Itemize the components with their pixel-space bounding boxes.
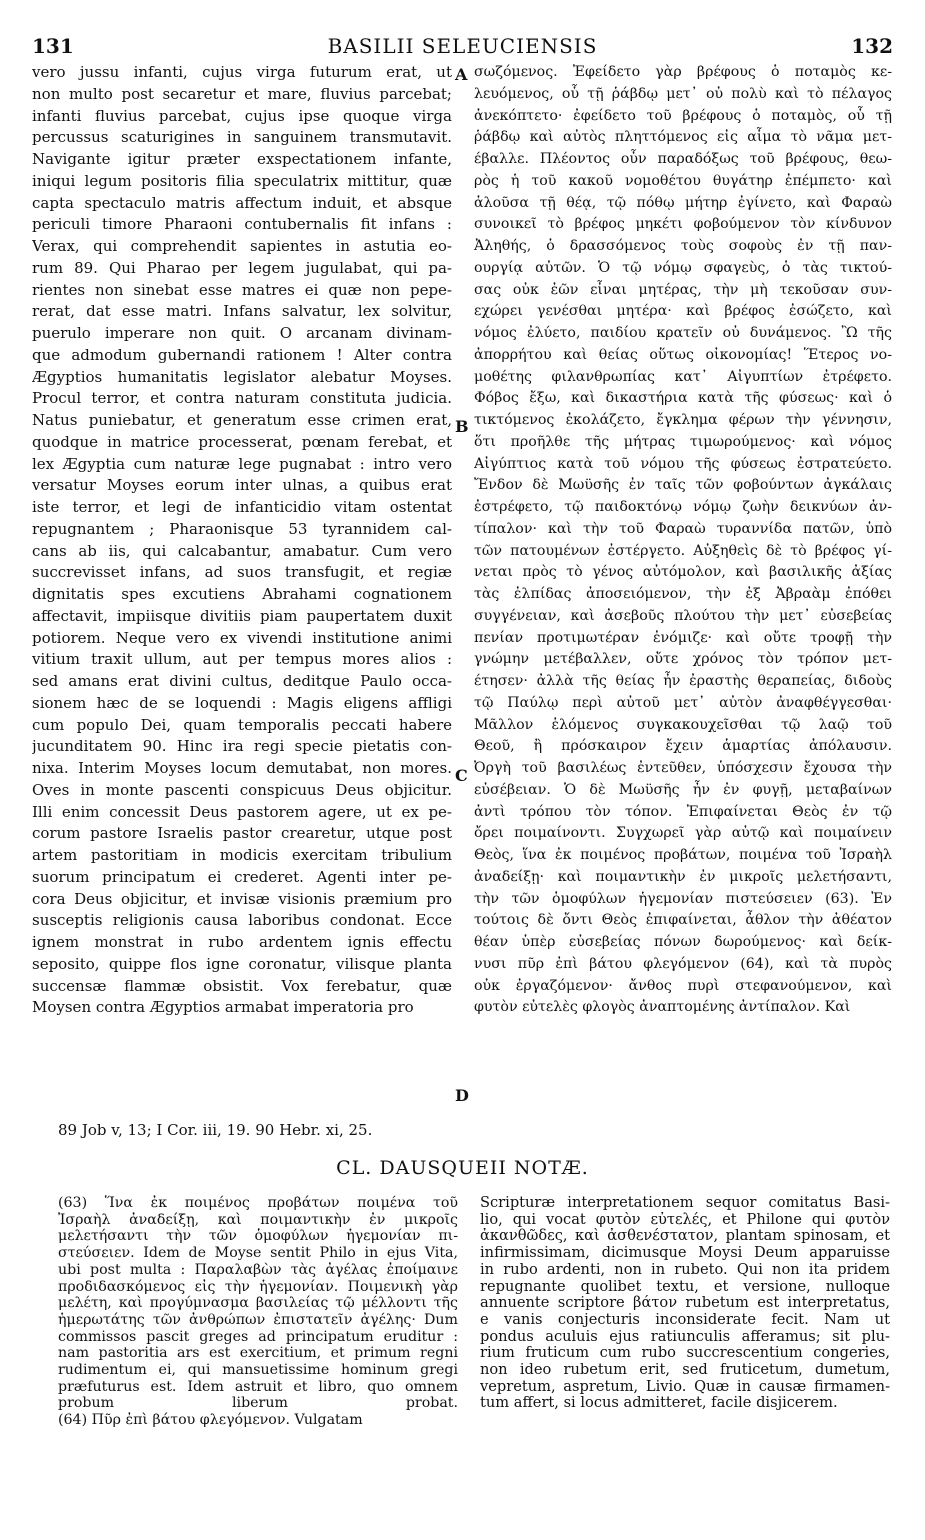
text-line: μοθέτης φιλανθρωπίας κατ᾽ Αἰγυπτίων ἐτρέφετο. [474,368,892,385]
text-line: Αἰγύπτιος κατὰ τοῦ νόμου τῆς φύσεως ἐστρατεύετο. [474,455,892,472]
text-line: εὐσέβειαν. Ὁ δὲ Μωϋσῆς ἦν ἐν φυγῇ, μεταβαίνων [474,781,892,798]
note-line: lio, qui vocat φυτὸν εὐτελές, et Philone qui φυτὸν [480,1211,890,1228]
text-line: cum populo Dei, quam temporalis peccati habere [32,715,452,734]
text-line: ουργίᾳ αὐτῶν. Ὁ τῷ νόμῳ σφαγεὺς, ὁ τὰς τικτού- [474,259,892,276]
text-line: repugnantem ; Pharaonisque 53 tyrannidem cal- [32,519,452,538]
note-line: tum affert, si locus admitteret, facile disjicerem. [480,1395,838,1412]
text-line: ἁλοῦσα τῇ θέᾳ, τῷ πόθῳ μήτηρ ἐγίνετο, καὶ Φαραὼ [474,194,892,211]
text-line: rum 89. Qui Pharao per legem jugulabat, qui pa- [32,258,452,277]
notes-left-column [58,1195,458,1429]
text-line: ἀντὶ τρόπου τὸν τόπον. Ἐπιφαίνεται Θεὸς ἐν τῷ [474,803,892,820]
page-number-left: 131 [32,34,74,58]
note-line: annuente scriptore βάτον rubetum est interpretatus, [480,1295,890,1312]
note-line: e vanis conjecturis inconsiderate fecit. Nam ut [480,1311,890,1328]
text-line: ignem monstrat in rubo ardentem ignis effectu [32,933,452,951]
text-line: susceptis religionis causa laboribus condonat. Ecce [32,911,452,930]
text-line: σωζόμενος. Ἐφείδετο γὰρ βρέφους ὁ ποταμὸς κε- [474,64,892,80]
text-line: Natus puniebatur, et generatum esse crimen erat, [32,411,452,429]
text-line: έτησεν· ἀλλὰ τῆς θείας ἦν ἐραστὴς θεραπείας, διδοὺς [474,673,892,689]
note-line: pondus aculuis ejus ratiunculis afferamus; sit plu- [480,1328,890,1345]
text-line: ἀνεκόπτετο· ἐφείδετο τοῦ βρέφους ὁ ποταμὸς, οὗ τῇ [474,107,892,124]
text-line: vitium traxit ullum, aut per tempus mores alios : [32,650,452,669]
margin-letter-a: A [455,65,468,84]
note-line: προδιδασκόμενος εἰς τὴν ἡγεμονίαν. Ποιμενικὴ γὰρ [58,1278,458,1295]
note-line: Scripturæ interpretationem sequor comitatus Basi- [480,1195,890,1211]
text-line: ὅτι προῆλθε τῆς μήτρας τιμωρούμενος· καὶ νόμος [474,433,892,450]
text-line: non multo post secaretur et mare, fluvius parcebat; [32,84,452,103]
margin-letter-b: B [455,417,469,436]
note-line: infirmissimam, dicimusque Moysi Deum apparuisse [480,1245,890,1262]
note-line: probum liberum probat. [58,1395,458,1412]
latin-column [32,62,452,1019]
text-line: Ὀργὴ τοῦ βασιλέως ἐντεῦθεν, ὑπόσχεσιν ἔχουσα τὴν [474,760,892,776]
note-line: Ἰσραὴλ ἀναδείξῃ, καὶ ποιμαντικὴν ἐν μικροῖς [58,1211,458,1228]
text-line: capta spectaculo matris affectum induit, et absque [32,193,452,212]
text-line: periculi timore Pharaoni contubernalis fit infans : [32,215,452,234]
text-line: τικτόμενος ἐκολάζετο, ἔγκλημα φέρων τὴν γέννησιν, [474,412,892,428]
text-line: Illi enim concessit Deus pastorem agere, ut ex pe- [32,802,452,821]
scripture-footnotes: 89 Job v, 13; I Cor. iii, 19. 90 Hebr. xi, 25. [58,1121,373,1139]
text-line: συνοικεῖ τὸ βρέφος μηκέτι φοβούμενον τὸν κίνδυνον [474,216,892,233]
text-line: συγγένειαν, καὶ ἀσεβοῦς πλούτου τὴν μετ᾽ εὐσεβείας [474,607,892,624]
text-line: τὴν τῶν ὁμοφύλων ἡγεμονίαν πιστεύσειεν (63). Ἐν [474,890,892,907]
text-line: Procul terror, et contra naturam constituta judicia. [32,389,452,408]
text-line: corum pastore Israelis pastor crearetur, utque post [32,824,452,843]
note-line: μελετήσαντι τὴν τῶν ὁμοφύλων ἡγεμονίαν πι- [58,1228,458,1245]
text-line: succensæ flammæ obsistit. Vox ferebatur, quæ [32,976,452,995]
text-line: Verax, qui comprehendit sapientes in astutia eo- [32,237,452,255]
text-line: σας οὐκ ἐῶν εἶναι μητέρας, τὴν μὴ τεκοῦσαν συν- [474,281,892,298]
note-line: in rubo ardenti, non in rubeto. Qui non ita pridem [480,1261,890,1278]
text-line: τῷ Παύλῳ περὶ αὐτοῦ μετ᾽ αὐτὸν ἀναφθέγγεσθαι· [474,694,892,711]
text-line: νόμος ἐλύετο, παιδίου κρατεῖν οὐ δυνάμενος. Ὢ τῆς [474,325,892,341]
text-line: percussus scaturigines in sanguinem transmutavit. [32,128,452,147]
text-line: sionem hæc de se loquendi : Magis eligens affligi [32,693,452,712]
text-line: potiorem. Neque vero ex vivendi institutione animi [32,628,452,647]
text-line: que admodum gubernandi rationem ! Alter contra [32,345,452,364]
running-title: BASILII SELEUCIENSIS [327,34,598,58]
text-line: succrevisset infans, ad suos transfugit, et regiæ [32,563,452,582]
note-line: ubi post multa : Παραλαβὼν τὰς ἀγέλας ἐποίμαινε [58,1261,458,1278]
note-line: nam pastoritia ars est exercitium, et primum regni [58,1345,458,1362]
text-line: νεται πρὸς τὸ γένος αὐτόμολον, καὶ βασιλικῆς ἀξίας [474,564,892,581]
note-line: rium fruticum cum rubo succrescentium congeries, [480,1345,890,1362]
text-line: ἐστρέφετο, τῷ παιδοκτόνῳ νόμῳ ζωὴν δεικνύων ἀν- [474,499,892,515]
text-line: affectavit, impiisque divitiis piam paupertatem duxit [32,606,452,625]
page-number-right: 132 [851,34,893,58]
text-line: τούτοις δὲ ὄντι Θεὸς ἐπιφαίνεται, ἆθλον τὴν ἀθέατον [474,912,892,929]
text-line: έβαλλε. Πλέοντος οὖν παραδόξως τοῦ βρέφους, θεω- [474,151,892,167]
text-line: Ægyptios humanitatis legislator alebatur Moyses. [32,367,452,386]
text-line: ῥάβδῳ καὶ αὐτὸς πληττόμενος εἰς αἷμα τὸ νᾶμα μετ- [474,129,892,146]
note-line: repugnante quolibet textu, et versione, nulloque [480,1278,890,1295]
text-line: nixa. Interim Moyses locum demutabat, non mores. [32,759,452,777]
text-line: Oves in monte pascenti conspicuus Deus objicitur. [32,780,452,799]
note-line: μελέτη, καὶ προγύμνασμα βασιλείας τῷ μέλλοντι τῆς [58,1295,458,1312]
text-line: lex Ægyptia cum naturæ lege pugnabat : intro vero [32,454,452,473]
text-line: dignitatis spes excutiens Abrahami cognationem [32,585,452,603]
margin-letter-c: C [455,766,468,785]
text-line: puerulo imperare non quit. O arcanam divinam- [32,324,452,342]
note-line: præfuturus est. Idem astruit et libro, quo omnem [58,1378,458,1395]
text-line: vero jussu infanti, cujus virga futurum erat, ut [32,63,452,81]
text-line: rientes non sinebat esse matres ei quæ non pepe- [32,280,452,299]
text-line: ρὸς ἡ τοῦ κακοῦ νομοθέτου θυγάτηρ ἐπέμπετο· καὶ [474,172,892,189]
note-line: (64) Πῦρ ἐπὶ βάτου φλεγόμενον. Vulgatam [58,1412,363,1429]
note-line: ἡμερωτάτης τῶν ἀνθρώπων ἐπιστατεῖν ἀγέλης· Dum [58,1311,458,1328]
text-line: λευόμενος, οὗ τῇ ῥάβδῳ μετ᾽ οὐ πολὺ καὶ τὸ πέλαγος [474,85,892,102]
text-line: οὐκ ἐργαζόμενον· ἄνθος πυρὶ στεφανούμενον, καὶ [474,977,892,994]
text-line: θέαν ὑπὲρ εὐσεβείας πόνων δωρούμενος· καὶ δείκ- [474,934,892,950]
margin-letter-d: D [455,1086,469,1105]
text-line: Θεὸς, ἵνα ἐκ ποιμένος προβάτων, ποιμένα τοῦ Ἰσραὴλ [474,847,892,863]
text-line: γνώμην μετέβαλλεν, οὔτε χρόνος τὸν τρόπον μετ- [474,651,892,668]
text-line: ὄρει ποιμαίνοντι. Συγχωρεῖ γὰρ αὐτῷ καὶ ποιμαίνειν [474,825,892,842]
text-line: cans ab iis, qui calcabantur, amabatur. Cum vero [32,541,452,560]
text-line: Φόβος ἔξω, καὶ δικαστήρια κατὰ τῆς φύσεως· καὶ ὁ [474,390,892,407]
note-line: vepretum, aspretum, Livio. Quæ in causæ firmamen- [480,1378,890,1395]
text-line: jucunditatem 90. Hinc ira regi specie pietatis con- [32,737,452,756]
text-line: Ἀληθής, ὁ δρασσόμενος τοὺς σοφοὺς ἐν τῇ παν- [474,238,892,254]
text-line: Moysen contra Ægyptios armabat imperatoria pro [32,998,414,1017]
text-line: Ἔνδον δὲ Μωϋσῆς ἐν ταῖς τῶν φοβούντων ἀγκάλαις [474,477,892,494]
note-line: ἀκανθῶδες, καὶ ἀσθενέστατον, plantam spinosam, et [480,1228,890,1245]
text-line: seposito, quippe flos igne coronatur, vilisque planta [32,954,452,973]
text-line: sed amans erat divini cultus, deditque Paulo occa- [32,672,452,690]
text-line: cora Deus objicitur, et invisæ visionis præmium pro [32,889,452,908]
text-line: ἀπορρήτου καὶ θείας οὕτως οἰκονομίας! Ἕτερος νο- [474,346,892,363]
text-line: suorum principatum ei crederet. Agenti inter pe- [32,867,452,886]
text-line: quodque in matrice processerat, pœnam ferebat, et [32,432,452,451]
text-line: Θεοῦ, ἢ πρόσκαιρον ἔχειν ἁμαρτίας ἀπόλαυσιν. [474,738,892,755]
text-line: iste terror, et legi de infanticidio vitam ostentat [32,498,452,516]
text-line: εχώρει γενέσθαι μητέρα· καὶ βρέφος ἐσώζετο, καὶ [474,303,892,320]
note-line: rudimentum ei, qui mansuetissime hominum gregi [58,1362,458,1379]
text-line: versatur Moyses eorum inter ulnas, a quibus erat [32,476,452,495]
notes-right-column [480,1195,890,1412]
page-header [32,34,893,62]
text-line: πενίαν προτιμωτέραν ἐνόμιζε· καὶ οὔτε τροφῇ τὴν [474,629,892,646]
text-line: Μᾶλλον ἑλόμενος συγκακουχεῖσθαι τῷ λαῷ τοῦ [474,716,892,733]
text-line: νυσι πῦρ ἐπὶ βάτου φλεγόμενον (64), καὶ τὰ πυρὸς [474,955,892,972]
greek-column [474,62,892,1019]
note-line: (63) Ἵνα ἐκ ποιμένος προβάτων ποιμένα τοῦ [58,1195,458,1211]
notes-title: CL. DAUSQUEII NOTÆ. [336,1157,589,1179]
text-line: φυτὸν εὐτελὲς φλογὸς ἀναπτομένης ἀντίπαλον. Καὶ [474,999,851,1016]
text-line: ἀναδείξῃ· καὶ ποιμαντικὴν ἐν μικροῖς μελετήσαντι, [474,868,892,885]
text-line: artem pastoritiam in modicis exercitam tribulium [32,846,452,864]
text-line: iniqui legum positoris filia speculatrix mittitur, quæ [32,171,452,190]
text-line: infanti fluvius parcebat, cujus ipse quoque virga [32,106,452,125]
text-line: τὰς ἐλπίδας ἀποσειόμενον, τὴν ἐξ Ἀβραὰμ ἐπόθει [474,586,892,602]
text-line: τίπαλον· καὶ τὴν τοῦ Φαραὼ τυραννίδα πατῶν, ὑπὸ [474,520,892,537]
text-line: rerat, dat esse matri. Infans salvatur, lex solvitur, [32,302,452,321]
note-line: στεύσειεν. Idem de Moyse sentit Philo in ejus Vita, [58,1245,458,1262]
text-line: Navigante igitur præter exspectationem infante, [32,150,452,168]
note-line: commissos pascit greges ad principatum eruditur : [58,1328,458,1345]
text-line: τῶν πατουμένων ἐστέργετο. Αὐξηθεὶς δὲ τὸ βρέφος γί- [474,542,892,559]
note-line: non ideo rubetum erit, sed fruticetum, dumetum, [480,1362,890,1379]
